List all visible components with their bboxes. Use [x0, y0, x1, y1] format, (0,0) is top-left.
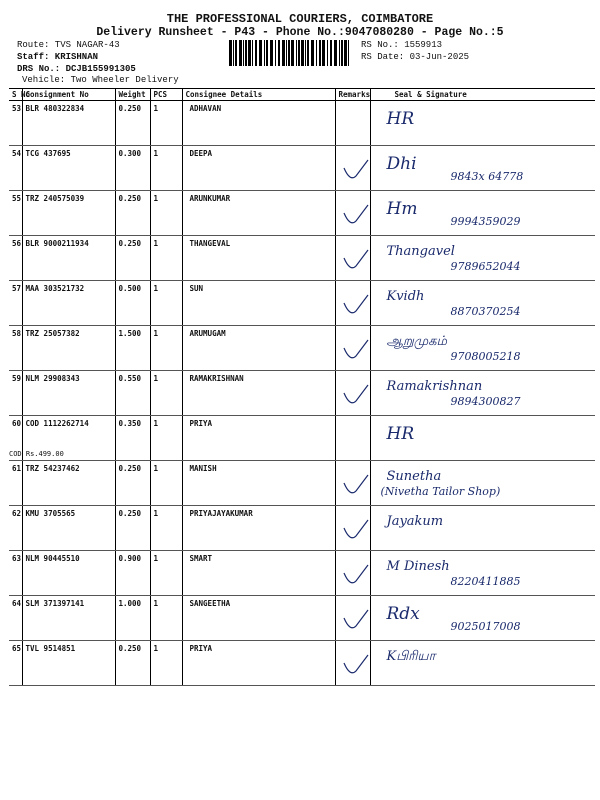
row-pcs: 1	[153, 419, 159, 428]
handwritten-signature: M Dinesh	[386, 559, 450, 574]
row-remarks	[335, 326, 370, 371]
tick-mark-icon	[336, 596, 370, 640]
col-header-consignment: Consignment No	[22, 89, 115, 101]
row-consignment-no: TRZ 54237462	[25, 464, 80, 473]
row-consignment-no: KMU 3705565	[25, 509, 76, 518]
handwritten-phone: 9994359029	[450, 215, 521, 228]
row-consignment-no: COD 1112262714	[25, 419, 89, 428]
row-signature	[370, 146, 595, 191]
table-row	[9, 101, 595, 146]
cod-amount: COD Rs.499.00	[9, 450, 64, 458]
handwritten-phone: 9708005218	[450, 350, 521, 363]
row-weight: 1.000	[118, 599, 142, 608]
row-remarks	[335, 641, 370, 686]
row-pcs: 1	[153, 104, 159, 113]
tick-mark-icon	[336, 146, 370, 190]
row-remarks	[335, 596, 370, 641]
row-weight: 0.550	[118, 374, 142, 383]
handwritten-phone: 9789652044	[450, 260, 521, 273]
table-row	[9, 146, 595, 191]
row-consignment-no: TRZ 25057382	[25, 329, 80, 338]
row-weight: 0.250	[118, 644, 142, 653]
row-sno: 57	[12, 284, 22, 293]
row-pcs: 1	[153, 644, 159, 653]
row-consignee: THANGEVAL	[189, 239, 231, 248]
row-sno: 53	[12, 104, 22, 113]
handwritten-signature: Hm	[386, 199, 418, 219]
row-remarks	[335, 146, 370, 191]
row-consignee: PRIYA	[189, 644, 213, 653]
row-sno: 58	[12, 329, 22, 338]
col-header-weight: Weight	[115, 89, 150, 101]
table-header-row	[9, 89, 595, 101]
row-consignee: ARUMUGAM	[189, 329, 226, 338]
col-header-signature: Seal & Signature	[370, 89, 595, 101]
row-consignment-no: NLM 90445510	[25, 554, 80, 563]
row-pcs: 1	[153, 329, 159, 338]
tick-mark-icon	[336, 281, 370, 325]
row-consignment-no: NLM 29908343	[25, 374, 80, 383]
tick-mark-icon	[336, 641, 370, 685]
table-row	[9, 236, 595, 281]
row-pcs: 1	[153, 509, 159, 518]
row-signature	[370, 506, 595, 551]
row-signature	[370, 461, 595, 506]
row-consignee: ARUNKUMAR	[189, 194, 231, 203]
row-consignment-no: TCG 437695	[25, 149, 71, 158]
row-signature	[370, 326, 595, 371]
row-consignee: RAMAKRISHNAN	[189, 374, 244, 383]
row-sno: 54	[12, 149, 22, 158]
drs-label: DRS No.: DCJB155991305	[17, 64, 136, 74]
row-signature	[370, 236, 595, 281]
row-consignment-no: MAA 303521732	[25, 284, 85, 293]
row-weight: 0.250	[118, 104, 142, 113]
row-consignment-no: BLR 480322834	[25, 104, 85, 113]
row-signature	[370, 416, 595, 461]
row-consignee: SANGEETHA	[189, 599, 231, 608]
company-title: THE PROFESSIONAL COURIERS, COIMBATORE	[166, 12, 434, 26]
tick-mark-icon	[336, 371, 370, 415]
row-consignment-no: TVL 9514851	[25, 644, 76, 653]
vehicle-label: Vehicle: Two Wheeler Delivery	[22, 75, 179, 85]
handwritten-phone: 9025017008	[450, 620, 521, 633]
row-consignee: PRIYA	[189, 419, 213, 428]
row-consignee: SUN	[189, 284, 204, 293]
row-consignee: DEEPA	[189, 149, 213, 158]
handwritten-signature: Ramakrishnan	[386, 379, 483, 394]
row-remarks	[335, 281, 370, 326]
col-header-pcs: PCS	[150, 89, 182, 101]
row-signature	[370, 191, 595, 236]
row-remarks	[335, 461, 370, 506]
row-sno: 60	[12, 419, 22, 428]
row-pcs: 1	[153, 194, 159, 203]
table-row	[9, 506, 595, 551]
row-sno: 62	[12, 509, 22, 518]
row-weight: 0.250	[118, 509, 142, 518]
tick-mark-icon	[336, 551, 370, 595]
row-remarks	[335, 371, 370, 416]
row-signature	[370, 641, 595, 686]
rs-no-label: RS No.: 1559913	[361, 40, 443, 50]
tick-mark-icon	[336, 461, 370, 505]
row-weight: 0.900	[118, 554, 142, 563]
runsheet-title: Delivery Runsheet - P43 - Phone No.:9047080280 - Page No.:5	[96, 26, 504, 39]
row-remarks	[335, 551, 370, 596]
handwritten-phone: 8220411885	[450, 575, 521, 588]
row-sno: 63	[12, 554, 22, 563]
row-weight: 0.350	[118, 419, 142, 428]
table-row	[9, 281, 595, 326]
row-sno: 61	[12, 464, 22, 473]
row-pcs: 1	[153, 464, 159, 473]
row-signature	[370, 596, 595, 641]
handwritten-phone: (Nivetha Tailor Shop)	[380, 485, 501, 498]
table-row	[9, 551, 595, 596]
handwritten-signature: Thangavel	[386, 244, 455, 259]
row-sno: 55	[12, 194, 22, 203]
row-weight: 0.300	[118, 149, 142, 158]
handwritten-signature: HR	[386, 109, 415, 129]
handwritten-signature: ஆறுமுகம்	[386, 334, 448, 349]
table-row	[9, 326, 595, 371]
row-sno: 59	[12, 374, 22, 383]
row-weight: 0.500	[118, 284, 142, 293]
row-remarks	[335, 236, 370, 281]
staff-label: Staff: KRISHNAN	[17, 52, 99, 62]
row-consignment-no: BLR 9000211934	[25, 239, 89, 248]
tick-mark-icon	[336, 326, 370, 370]
row-consignee: PRIYAJAYAKUMAR	[189, 509, 253, 518]
row-pcs: 1	[153, 374, 159, 383]
row-remarks	[335, 506, 370, 551]
row-pcs: 1	[153, 599, 159, 608]
col-header-consignee: Consignee Details	[182, 89, 335, 101]
table-row	[9, 641, 595, 686]
row-signature	[370, 281, 595, 326]
row-signature	[370, 371, 595, 416]
row-sno: 65	[12, 644, 22, 653]
runsheet-table	[9, 88, 595, 686]
row-consignment-no: TRZ 240575039	[25, 194, 85, 203]
col-header-sno: S No	[9, 89, 22, 101]
tick-mark-icon	[336, 191, 370, 235]
handwritten-signature: Jayakum	[386, 514, 444, 529]
table-row	[9, 461, 595, 506]
handwritten-phone: 9894300827	[450, 395, 521, 408]
table-row	[9, 191, 595, 236]
row-consignee: SMART	[189, 554, 213, 563]
handwritten-signature: Kvidh	[386, 289, 425, 304]
handwritten-signature: Kபிரியா	[386, 649, 436, 664]
tick-mark-icon	[336, 506, 370, 550]
handwritten-signature: Rdx	[386, 604, 420, 624]
barcode-image	[229, 40, 353, 66]
row-pcs: 1	[153, 554, 159, 563]
table-row	[9, 596, 595, 641]
row-remarks	[335, 191, 370, 236]
table-row	[9, 416, 595, 461]
tick-mark-icon	[336, 236, 370, 280]
handwritten-phone: 8870370254	[450, 305, 521, 318]
table-row	[9, 371, 595, 416]
col-header-remarks: Remarks	[335, 89, 370, 101]
row-consignee: MANISH	[189, 464, 217, 473]
row-consignee: ADHAVAN	[189, 104, 222, 113]
row-remarks	[335, 416, 370, 461]
row-remarks	[335, 101, 370, 146]
row-signature	[370, 101, 595, 146]
row-pcs: 1	[153, 284, 159, 293]
row-sno: 64	[12, 599, 22, 608]
handwritten-signature: Dhi	[386, 154, 417, 174]
row-weight: 1.500	[118, 329, 142, 338]
rs-date-label: RS Date: 03-Jun-2025	[361, 52, 470, 62]
handwritten-signature: Sunetha	[386, 469, 442, 484]
handwritten-phone: 9843x 64778	[450, 170, 524, 183]
row-signature	[370, 551, 595, 596]
route-label: Route: TVS NAGAR-43	[17, 40, 120, 50]
row-sno: 56	[12, 239, 22, 248]
row-weight: 0.250	[118, 464, 142, 473]
row-pcs: 1	[153, 149, 159, 158]
row-weight: 0.250	[118, 239, 142, 248]
row-weight: 0.250	[118, 194, 142, 203]
row-pcs: 1	[153, 239, 159, 248]
row-consignment-no: SLM 371397141	[25, 599, 85, 608]
handwritten-signature: HR	[386, 424, 415, 444]
